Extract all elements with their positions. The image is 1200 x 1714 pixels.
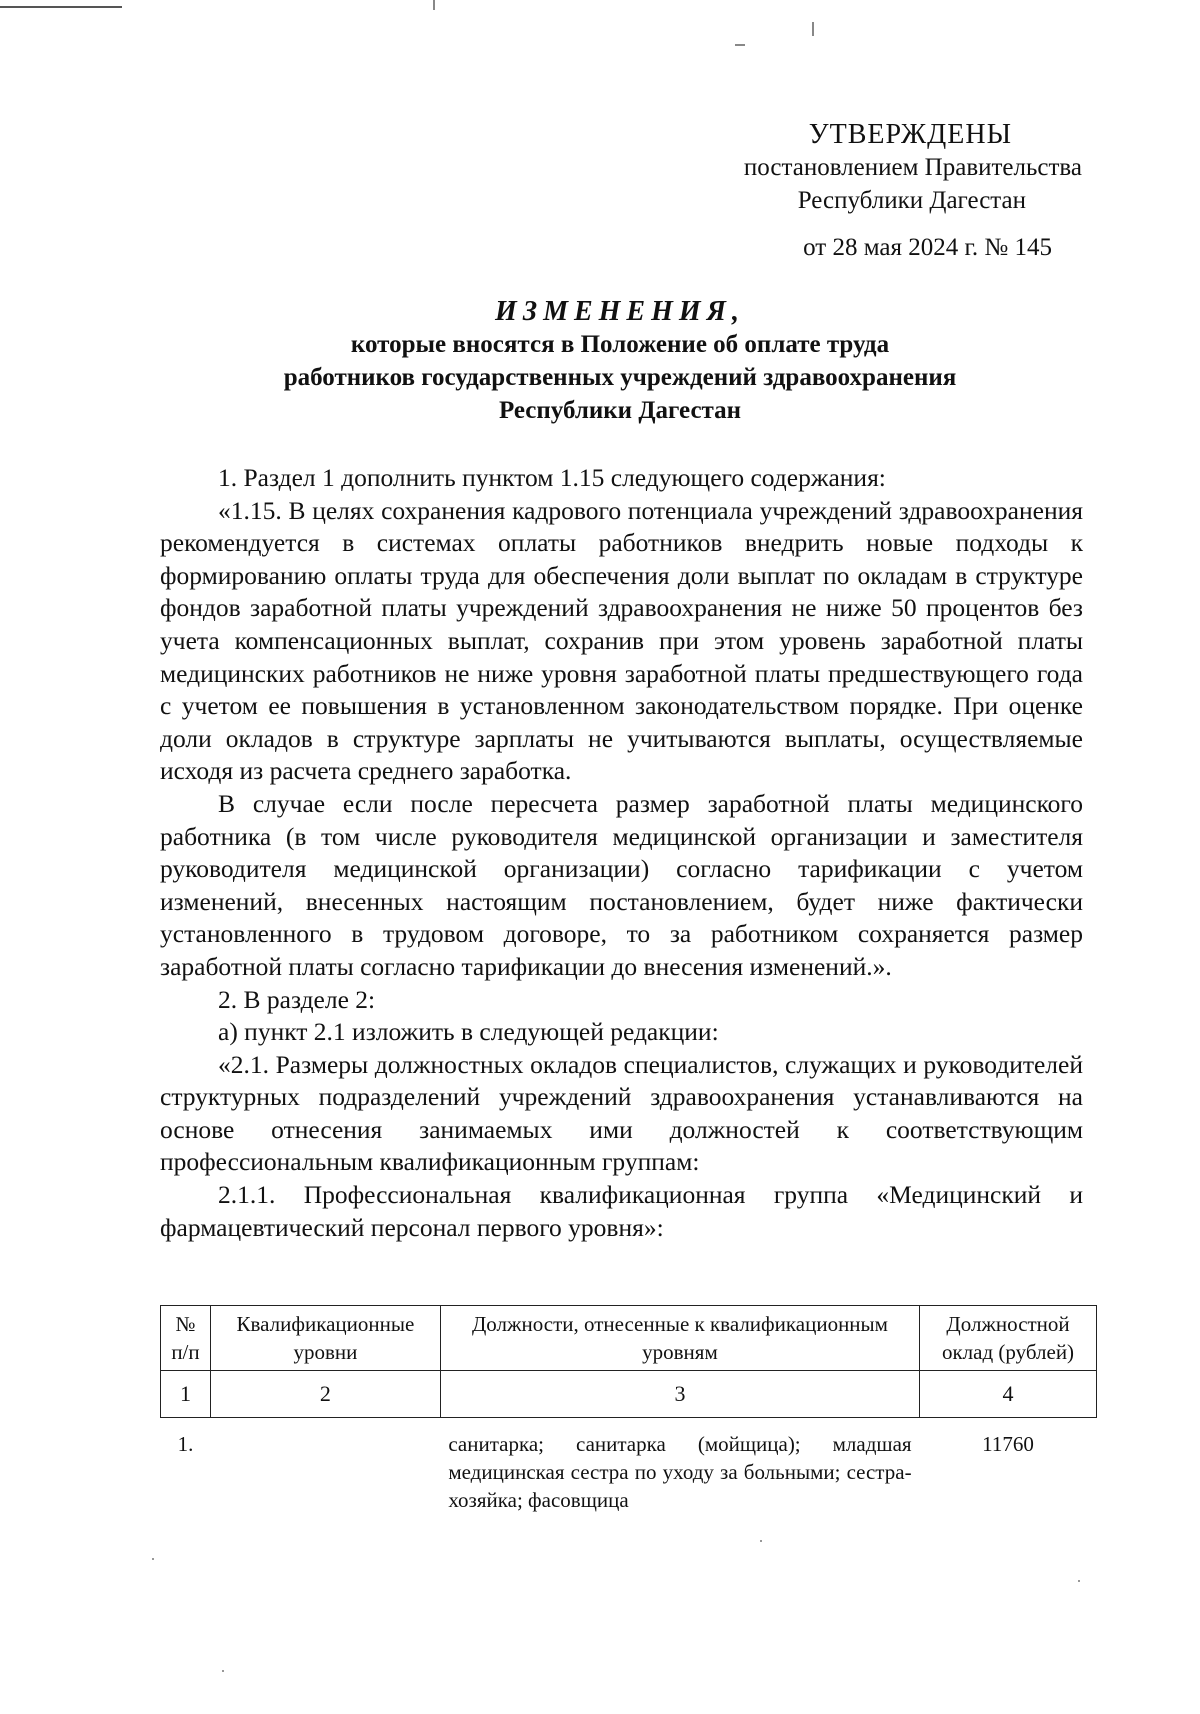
scan-speck xyxy=(760,1540,762,1542)
header-cell-salary: Должностной оклад (рублей) xyxy=(920,1306,1097,1371)
title-line-1: ИЗМЕНЕНИЯ, xyxy=(495,296,745,327)
title-line-4: Республики Дагестан xyxy=(498,397,742,424)
qualification-table xyxy=(160,1305,1097,1518)
title-line-2: которые вносятся в Положение об оплате труда xyxy=(350,331,890,358)
column-number: 2 xyxy=(210,1371,440,1418)
row-salary: 11760 xyxy=(982,1432,1034,1456)
header-cell-positions: Должности, отнесенные к квалификационным уровням xyxy=(440,1306,919,1371)
approval-stamp-block xyxy=(744,118,1082,264)
document-body xyxy=(160,462,1083,1244)
approval-line-2: Республики Дагестан xyxy=(797,187,1026,214)
scan-edge-line xyxy=(0,6,122,8)
row-positions: санитарка; санитарка (мойщица); младшая медицинская сестра по уходу за больными; сестра-хозяйка; фасовщица xyxy=(448,1432,912,1512)
document-title xyxy=(0,295,1200,427)
scan-mark xyxy=(433,0,435,10)
table-row xyxy=(161,1418,1097,1519)
row-level xyxy=(210,1418,440,1519)
header-cell-levels: Квалификационные уровни xyxy=(210,1306,440,1371)
scan-mark xyxy=(735,44,745,46)
row-number: 1. xyxy=(177,1432,194,1456)
title-line-3: работников государственных учреждений здравоохранения xyxy=(283,364,957,391)
scan-speck xyxy=(152,1558,154,1560)
paragraph: 2.1.1. Профессиональная квалификационная группа «Медицинский и фармацевтический персонал первого уровня»: xyxy=(160,1180,1083,1242)
scan-speck xyxy=(1078,1580,1080,1582)
column-number: 1 xyxy=(161,1371,211,1418)
paragraph: «1.15. В целях сохранения кадрового потенциала учреждений здравоохранения рекомендуется в системах оплаты работников внедрить новые подходы к формированию оплаты труда для обеспечения доли выплат по окладам в структуре фондов заработной платы учреждений здравоохранения не ниже 50 процентов без учета компенсационных выплат, сохранив при этом уровень заработной платы медицинских работников не ниже уровня заработной платы предшествующего года с учетом ее повышения в установленном законодательством порядке. При оценке доли окладов в структуре зарплаты не учитываются выплаты, осуществляемые исходя из расчета среднего заработка. xyxy=(160,495,1083,786)
approval-heading: УТВЕРЖДЕНЫ xyxy=(808,119,1012,150)
header-cell-number: № п/п xyxy=(161,1306,211,1371)
paragraph: «2.1. Размеры должностных окладов специалистов, служащих и руководителей структурных подразделений учреждений здравоохранения устанавливаются на основе отнесения занимаемых ими должностей к соответствующим профессиональным квалификационным группам: xyxy=(160,1049,1083,1177)
paragraph: 1. Раздел 1 дополнить пунктом 1.15 следующего содержания: xyxy=(218,463,886,492)
approval-line-1: постановлением Правительства xyxy=(743,154,1082,181)
scan-mark xyxy=(812,22,814,36)
paragraph: 2. В разделе 2: xyxy=(218,984,376,1014)
column-number: 4 xyxy=(920,1371,1097,1418)
approval-date: от 28 мая 2024 г. № 145 xyxy=(803,234,1052,261)
scan-speck xyxy=(222,1670,224,1672)
table-header-row xyxy=(161,1306,1097,1371)
paragraph: а) пункт 2.1 изложить в следующей редакции: xyxy=(218,1017,719,1047)
paragraph: В случае если после пересчета размер заработной платы медицинского работника (в том числе руководителя медицинской организации и заместителя руководителя медицинской организации) согласно тарификации с учетом изменений, внесенных настоящим постановлением, будет ниже фактически установленного в трудовом договоре, то за работником сохраняется размер заработной платы согласно тарификации до внесения изменений.». xyxy=(160,788,1083,981)
column-number-row xyxy=(161,1371,1097,1418)
column-number: 3 xyxy=(440,1371,919,1418)
